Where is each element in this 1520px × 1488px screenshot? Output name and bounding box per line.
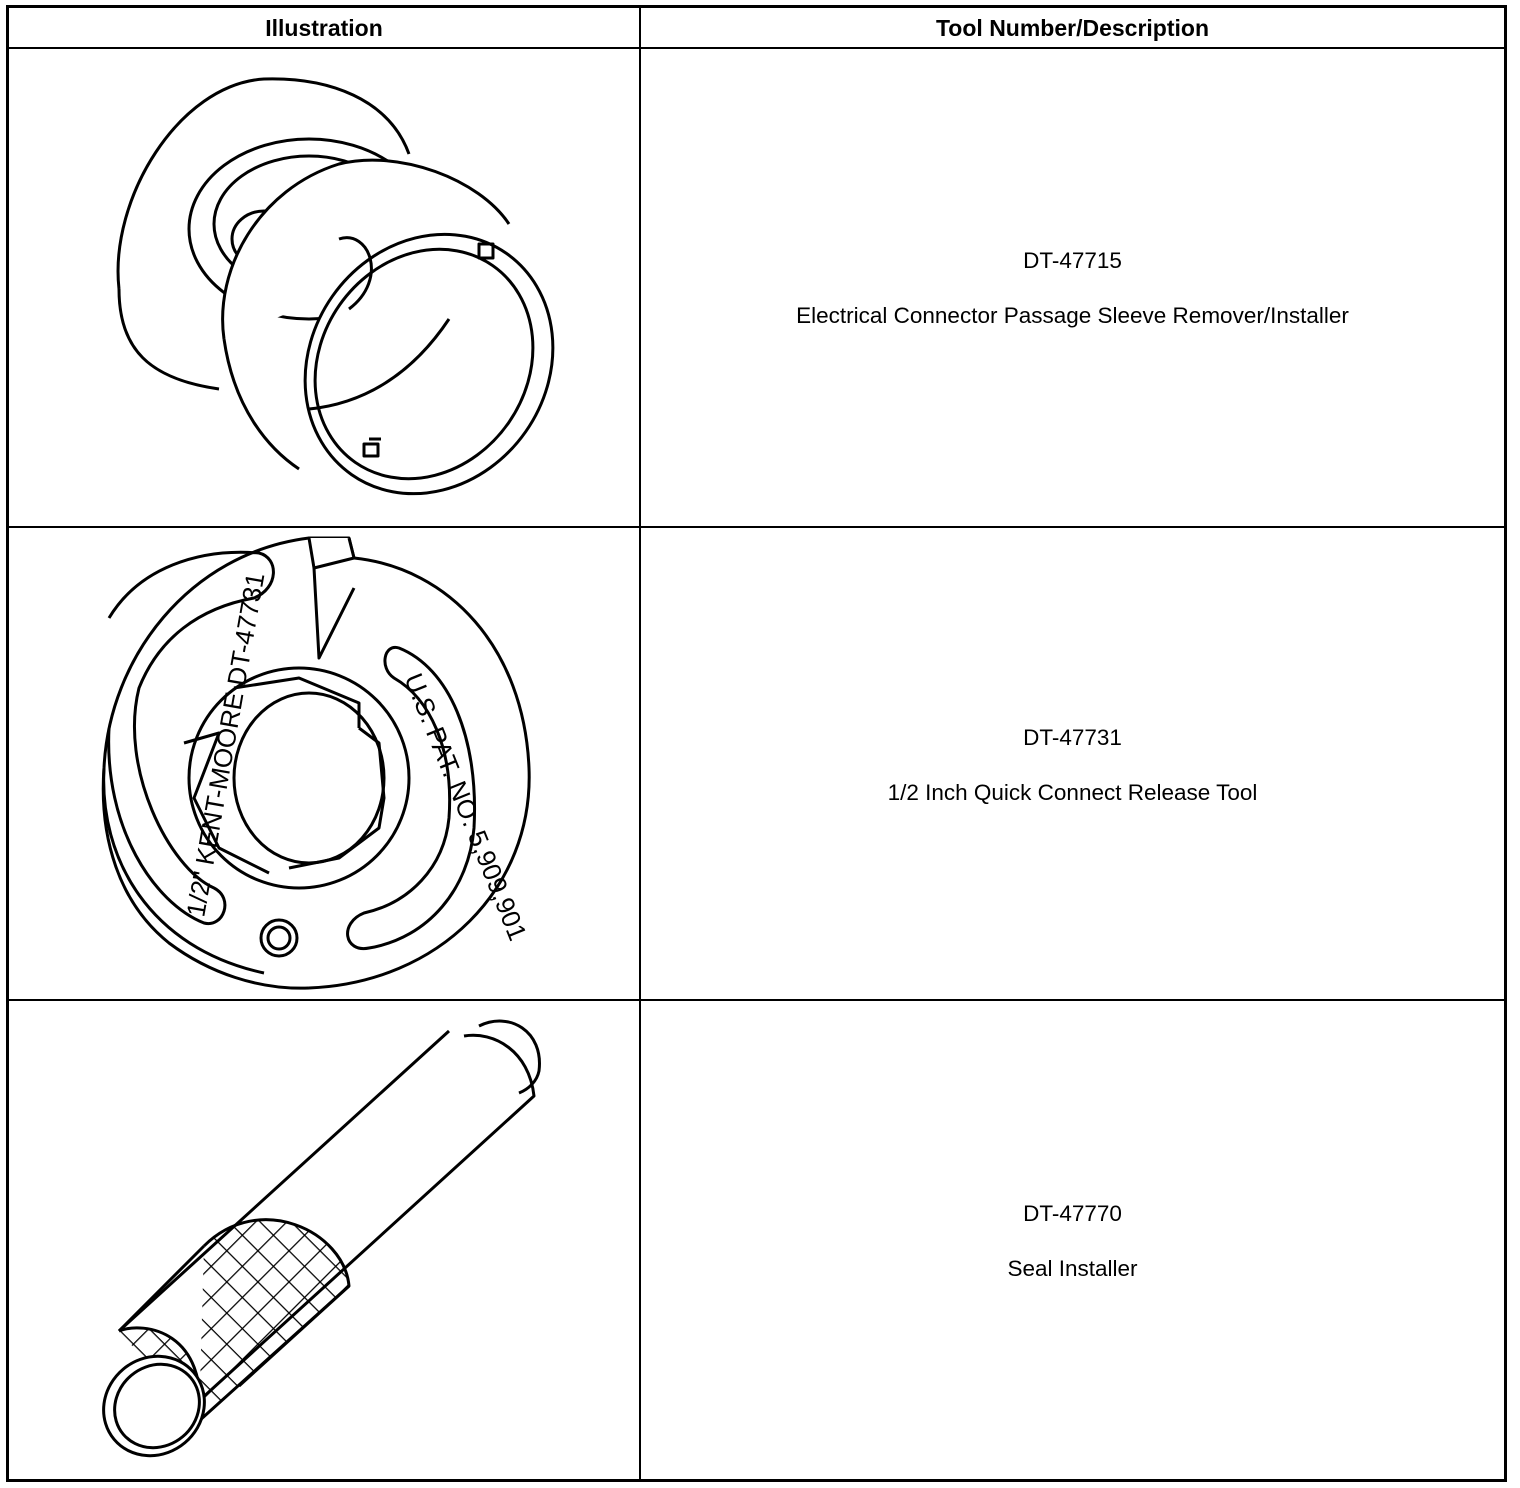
tool-description: Electrical Connector Passage Sleeve Remover/Installer xyxy=(796,303,1349,328)
tool-entry-dt-47770 xyxy=(641,1200,1504,1283)
illustration-seal-installer xyxy=(9,1001,639,1480)
engraving-right-text: U.S. PAT. NO. 5,909,901 xyxy=(398,669,534,945)
release-tool-drawing xyxy=(9,528,639,999)
illustration-release-tool xyxy=(9,528,639,999)
tool-entry-dt-47715 xyxy=(641,247,1504,330)
tool-number: DT-47731 xyxy=(1023,725,1122,750)
tool-number: DT-47715 xyxy=(1023,248,1122,273)
seal-installer-drawing xyxy=(9,1001,639,1480)
engraving-left-text: 1/2" KENT-MOORE DT-47731 xyxy=(180,570,271,920)
header-illustration: Illustration xyxy=(265,14,383,41)
tool-number: DT-47770 xyxy=(1023,1201,1122,1226)
sleeve-tool-drawing xyxy=(9,49,639,526)
tool-description: 1/2 Inch Quick Connect Release Tool xyxy=(887,780,1258,805)
tool-entry-dt-47731 xyxy=(641,724,1504,807)
header-tool-number-description: Tool Number/Description xyxy=(935,14,1210,41)
tool-description: Seal Installer xyxy=(1007,1256,1138,1281)
illustration-sleeve-tool xyxy=(9,49,639,526)
